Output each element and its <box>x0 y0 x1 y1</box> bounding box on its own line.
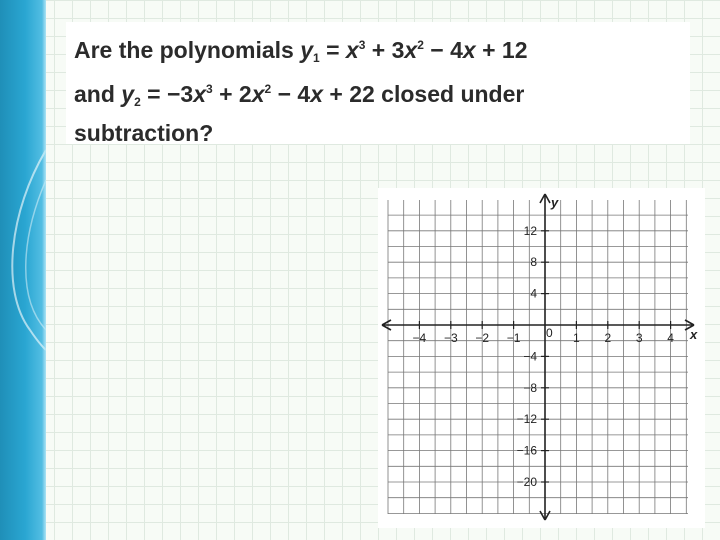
exponent: 2 <box>264 82 272 96</box>
y-tick-label: 12 <box>523 223 537 238</box>
x-variable: x <box>310 81 323 107</box>
exponent: 2 <box>417 38 424 52</box>
coordinate-grid-panel <box>378 188 705 528</box>
x-variable: x <box>251 81 265 107</box>
question-line-1 <box>74 37 528 63</box>
question-text <box>74 30 686 149</box>
y-tick-label: −16 <box>516 443 537 458</box>
question-line-3: subtraction? <box>74 120 214 146</box>
term: + 22 closed under <box>323 81 525 107</box>
y1-variable: y <box>300 37 314 63</box>
y-tick-label: −4 <box>523 349 537 364</box>
y-tick-label: 4 <box>530 286 537 301</box>
question-intro: Are the polynomials <box>74 37 301 63</box>
y-tick-label: 8 <box>530 255 537 270</box>
x-tick-label: −3 <box>443 331 458 345</box>
and-word: and <box>74 81 122 107</box>
term: = −3 <box>140 81 194 107</box>
y2-variable: y <box>121 81 135 107</box>
term: − 4 <box>423 37 463 63</box>
exponent: 3 <box>206 82 213 96</box>
y-tick-label: −20 <box>516 475 537 489</box>
y-tick-label: −12 <box>516 412 537 427</box>
x-tick-label: −2 <box>475 331 490 345</box>
y1-subscript: 1 <box>313 51 320 65</box>
x-tick-label: 2 <box>604 331 612 345</box>
term: − 4 <box>271 81 311 107</box>
x-variable: x <box>345 37 359 63</box>
question-box <box>66 22 690 144</box>
y-axis-label: y <box>551 195 559 210</box>
decorative-swirl <box>0 0 46 540</box>
x-tick-label: 1 <box>573 331 580 345</box>
x-variable: x <box>462 37 476 63</box>
x-tick-label: 4 <box>667 331 674 345</box>
term: + 12 <box>475 37 528 63</box>
x-variable: x <box>404 37 418 63</box>
equals-sign: = <box>319 37 346 63</box>
x-tick-label: −1 <box>506 331 521 345</box>
coordinate-grid <box>378 188 705 528</box>
decorative-side-strip <box>0 0 46 540</box>
origin-label: 0 <box>546 326 553 340</box>
x-tick-label: 3 <box>635 331 643 345</box>
term: + 3 <box>365 37 405 63</box>
x-tick-label: −4 <box>412 331 427 345</box>
question-line-2 <box>74 81 524 107</box>
exponent: 3 <box>358 38 366 52</box>
term: + 2 <box>212 81 252 107</box>
y2-subscript: 2 <box>134 95 141 109</box>
x-variable: x <box>193 81 206 107</box>
x-axis-label: x <box>690 327 698 342</box>
y-tick-label: −8 <box>523 380 537 395</box>
